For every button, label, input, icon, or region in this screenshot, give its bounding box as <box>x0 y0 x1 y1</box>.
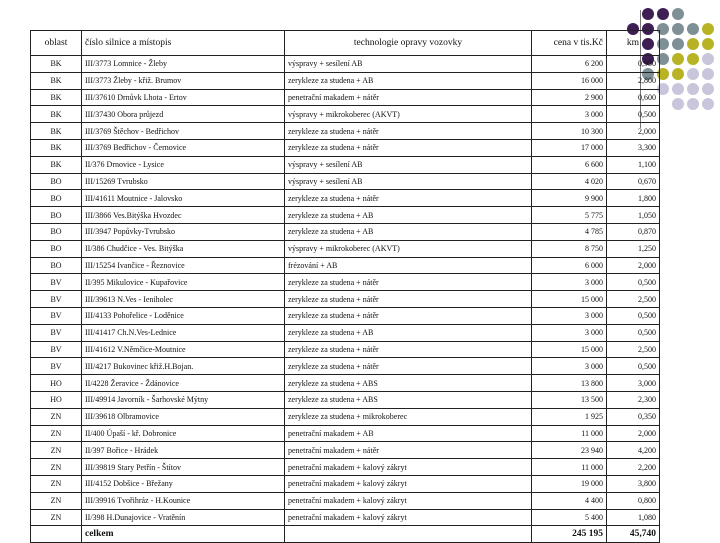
total-label: celkem <box>82 526 285 543</box>
cell-cena: 13 500 <box>532 391 607 408</box>
cell-km: 0,950 <box>607 56 660 73</box>
cell-silnice: III/3769 Štěchov - Bedřichov <box>82 123 285 140</box>
header-km: km <box>607 31 660 56</box>
cell-oblast: HO <box>31 391 82 408</box>
cell-km: 4,200 <box>607 442 660 459</box>
table-row <box>31 408 660 425</box>
cell-km: 3,000 <box>607 375 660 392</box>
cell-km: 0,670 <box>607 173 660 190</box>
cell-cena: 3 000 <box>532 274 607 291</box>
cell-km: 0,500 <box>607 358 660 375</box>
table-row <box>31 106 660 123</box>
table-row <box>31 89 660 106</box>
table-row <box>31 475 660 492</box>
cell-cena: 11 000 <box>532 459 607 476</box>
decor-dot <box>672 83 684 95</box>
cell-silnice: II/4228 Žeravice - Ždánovice <box>82 375 285 392</box>
cell-cena: 23 940 <box>532 442 607 459</box>
cell-oblast: BO <box>31 190 82 207</box>
decor-dot <box>672 68 684 80</box>
decor-dot <box>642 8 654 20</box>
cell-silnice: III/3947 Popůvky-Tvrubsko <box>82 223 285 240</box>
cell-technologie: zerykleze za studena + nátěr <box>285 291 532 308</box>
cell-oblast: BV <box>31 358 82 375</box>
cell-km: 1,250 <box>607 240 660 257</box>
cell-oblast: BK <box>31 89 82 106</box>
table-row <box>31 358 660 375</box>
cell-cena: 4 785 <box>532 223 607 240</box>
decor-dot <box>702 83 714 95</box>
cell-km: 3,800 <box>607 475 660 492</box>
cell-km: 3,300 <box>607 139 660 156</box>
table-row <box>31 123 660 140</box>
cell-km: 0,500 <box>607 307 660 324</box>
cell-technologie: zerykleze za studena + AB <box>285 207 532 224</box>
cell-technologie: zerykleze za studena + AB <box>285 72 532 89</box>
table-row <box>31 139 660 156</box>
cell-technologie: penetrační makadem + AB <box>285 425 532 442</box>
cell-technologie: penetrační makadem + kalový zákryt <box>285 492 532 509</box>
cell-silnice: III/3773 Lomnice - Žleby <box>82 56 285 73</box>
cell-km: 0,870 <box>607 223 660 240</box>
cell-oblast: BO <box>31 173 82 190</box>
cell-oblast: BO <box>31 223 82 240</box>
table-row <box>31 207 660 224</box>
decor-dot <box>672 23 684 35</box>
cell-cena: 10 300 <box>532 123 607 140</box>
table-row <box>31 156 660 173</box>
cell-silnice: III/3866 Ves.Bitýška Hvozdec <box>82 207 285 224</box>
cell-cena: 8 750 <box>532 240 607 257</box>
cell-oblast: ZN <box>31 492 82 509</box>
cell-silnice: III/41611 Moutnice - Jalovsko <box>82 190 285 207</box>
table-row <box>31 190 660 207</box>
table-row <box>31 56 660 73</box>
cell-km: 0,600 <box>607 89 660 106</box>
cell-oblast: BO <box>31 257 82 274</box>
decor-dot <box>702 53 714 65</box>
cell-technologie: zerykleze za studena + AB <box>285 324 532 341</box>
table-header-row <box>31 31 660 56</box>
cell-silnice: III/37610 Drnůvk Lhota - Ertov <box>82 89 285 106</box>
cell-technologie: výspravy + mikrokoberec (AKVT) <box>285 240 532 257</box>
decor-dot <box>687 68 699 80</box>
cell-cena: 3 000 <box>532 307 607 324</box>
decor-dot <box>702 38 714 50</box>
table-row <box>31 492 660 509</box>
cell-technologie: zerykleze za studena + nátěr <box>285 341 532 358</box>
cell-technologie: zerykleze za studena + nátěr <box>285 274 532 291</box>
table-body <box>31 56 660 526</box>
cell-technologie: penetrační makadem + kalový zákryt <box>285 509 532 526</box>
cell-km: 0,500 <box>607 324 660 341</box>
table-row <box>31 509 660 526</box>
cell-oblast: BV <box>31 274 82 291</box>
cell-km: 2,000 <box>607 257 660 274</box>
cell-technologie: zerykleze za studena + ABS <box>285 375 532 392</box>
cell-oblast: BV <box>31 341 82 358</box>
header-technologie: technologie opravy vozovky <box>285 31 532 56</box>
decor-dot <box>687 38 699 50</box>
cell-technologie: výspravy + sesílení AB <box>285 156 532 173</box>
cell-km: 2,800 <box>607 72 660 89</box>
cell-silnice: III/39819 Stary Petřín - Štítov <box>82 459 285 476</box>
cell-technologie: penetrační makadem + kalový zákryt <box>285 459 532 476</box>
cell-silnice: III/4152 Dobšice - Břežany <box>82 475 285 492</box>
cell-oblast: ZN <box>31 475 82 492</box>
decor-dot <box>702 68 714 80</box>
cell-km: 1,080 <box>607 509 660 526</box>
cell-cena: 9 900 <box>532 190 607 207</box>
cell-oblast: BO <box>31 207 82 224</box>
cell-silnice: III/3773 Žleby - křiž. Brumov <box>82 72 285 89</box>
table-row <box>31 442 660 459</box>
table-row <box>31 72 660 89</box>
table-row <box>31 240 660 257</box>
cell-km: 2,000 <box>607 123 660 140</box>
cell-oblast: BV <box>31 324 82 341</box>
cell-technologie: frézování + AB <box>285 257 532 274</box>
cell-silnice: III/39613 N.Ves - Ieniholec <box>82 291 285 308</box>
cell-cena: 15 000 <box>532 341 607 358</box>
cell-oblast: HO <box>31 375 82 392</box>
cell-silnice: III/41612 V.Němčice-Moutnice <box>82 341 285 358</box>
cell-technologie: výspravy + mikrokoberec (AKVT) <box>285 106 532 123</box>
cell-technologie: zerykleze za studena + AB <box>285 223 532 240</box>
cell-km: 2,200 <box>607 459 660 476</box>
decor-dot <box>657 8 669 20</box>
cell-cena: 2 900 <box>532 89 607 106</box>
cell-cena: 5 400 <box>532 509 607 526</box>
cell-cena: 5 775 <box>532 207 607 224</box>
decor-dot <box>687 98 699 110</box>
cell-technologie: zerykleze za studena + mikrokoberec <box>285 408 532 425</box>
cell-silnice: II/376 Drnovice - Lysice <box>82 156 285 173</box>
cell-cena: 6 200 <box>532 56 607 73</box>
header-silnice: číslo silnice a místopis <box>82 31 285 56</box>
cell-oblast: BK <box>31 123 82 140</box>
cell-cena: 17 000 <box>532 139 607 156</box>
table-row <box>31 274 660 291</box>
cell-silnice: III/4133 Pohořelice - Loděnice <box>82 307 285 324</box>
cell-silnice: III/3769 Bedřichov - Černovice <box>82 139 285 156</box>
cell-km: 2,000 <box>607 425 660 442</box>
decor-dot <box>672 98 684 110</box>
cell-technologie: penetrační makadem + nátěr <box>285 89 532 106</box>
table-row <box>31 223 660 240</box>
cell-cena: 3 000 <box>532 358 607 375</box>
cell-oblast: ZN <box>31 459 82 476</box>
cell-km: 2,500 <box>607 341 660 358</box>
total-row <box>31 526 660 543</box>
cell-silnice: III/39916 Tvořihráz - H.Kounice <box>82 492 285 509</box>
table-row <box>31 257 660 274</box>
decor-dot <box>672 38 684 50</box>
cell-technologie: zerykleze za studena + nátěr <box>285 123 532 140</box>
cell-oblast: ZN <box>31 442 82 459</box>
total-cena: 245 195 <box>532 526 607 543</box>
cell-silnice: II/400 Úpaší - kř. Dobronice <box>82 425 285 442</box>
decor-dot <box>702 23 714 35</box>
cell-cena: 4 400 <box>532 492 607 509</box>
cell-technologie: zerykleze za studena + nátěr <box>285 139 532 156</box>
cell-technologie: penetrační makadem + kalový zákryt <box>285 475 532 492</box>
cell-km: 1,100 <box>607 156 660 173</box>
cell-cena: 13 800 <box>532 375 607 392</box>
cell-silnice: II/386 Chudčice - Ves. Bitýška <box>82 240 285 257</box>
cell-km: 0,800 <box>607 492 660 509</box>
total-km: 45,740 <box>607 526 660 543</box>
cell-oblast: ZN <box>31 408 82 425</box>
cell-km: 2,500 <box>607 291 660 308</box>
table-row <box>31 173 660 190</box>
cell-silnice: III/37430 Obora průjezd <box>82 106 285 123</box>
cell-km: 0,500 <box>607 274 660 291</box>
cell-silnice: III/4217 Bukovinec křiž.H.Bojan. <box>82 358 285 375</box>
table-row <box>31 375 660 392</box>
cell-oblast: BK <box>31 56 82 73</box>
cell-cena: 3 000 <box>532 324 607 341</box>
cell-km: 1,050 <box>607 207 660 224</box>
cell-silnice: III/39618 Olbramovice <box>82 408 285 425</box>
cell-technologie: zerykleze za studena + nátěr <box>285 307 532 324</box>
decor-dot <box>687 23 699 35</box>
header-cena: cena v tis.Kč <box>532 31 607 56</box>
cell-cena: 16 000 <box>532 72 607 89</box>
header-oblast: oblast <box>31 31 82 56</box>
decor-dot <box>702 98 714 110</box>
cell-technologie: výspravy + sesílení AB <box>285 173 532 190</box>
cell-oblast: BK <box>31 139 82 156</box>
decor-dot <box>687 53 699 65</box>
cell-silnice: III/41417 Ch.N.Ves-Lednice <box>82 324 285 341</box>
cell-silnice: III/15254 Ivančice - Řeznovice <box>82 257 285 274</box>
total-empty-cell <box>31 526 82 543</box>
cell-cena: 11 000 <box>532 425 607 442</box>
cell-technologie: penetrační makadem + nátěr <box>285 442 532 459</box>
table-row <box>31 425 660 442</box>
cell-cena: 4 020 <box>532 173 607 190</box>
cell-oblast: BK <box>31 106 82 123</box>
decor-dot <box>672 8 684 20</box>
cell-oblast: BK <box>31 72 82 89</box>
cell-cena: 1 925 <box>532 408 607 425</box>
table-row <box>31 459 660 476</box>
cell-oblast: ZN <box>31 425 82 442</box>
decor-dot <box>687 83 699 95</box>
total-empty-cell <box>285 526 532 543</box>
table-row <box>31 341 660 358</box>
cell-technologie: zerykleze za studena + nátěr <box>285 358 532 375</box>
cell-km: 0,500 <box>607 106 660 123</box>
cell-km: 0,350 <box>607 408 660 425</box>
table-row <box>31 291 660 308</box>
cell-silnice: III/15269 Tvrubsko <box>82 173 285 190</box>
cell-technologie: zerykleze za studena + ABS <box>285 391 532 408</box>
cell-km: 1,800 <box>607 190 660 207</box>
cell-silnice: II/397 Bořice - Hrádek <box>82 442 285 459</box>
cell-silnice: II/398 H.Dunajovice - Vratěnín <box>82 509 285 526</box>
cell-cena: 15 000 <box>532 291 607 308</box>
cell-oblast: BV <box>31 307 82 324</box>
table-row <box>31 391 660 408</box>
cell-oblast: BK <box>31 156 82 173</box>
cell-cena: 6 600 <box>532 156 607 173</box>
decor-dot <box>672 53 684 65</box>
cell-oblast: BV <box>31 291 82 308</box>
table-row <box>31 307 660 324</box>
cell-silnice: III/49914 Javorník - Šarhovské Mýtny <box>82 391 285 408</box>
cell-silnice: II/395 Mikulovice - Kupařovice <box>82 274 285 291</box>
cell-km: 2,300 <box>607 391 660 408</box>
cell-oblast: BO <box>31 240 82 257</box>
table-row <box>31 324 660 341</box>
cell-technologie: výspravy + sesílení AB <box>285 56 532 73</box>
cell-cena: 6 000 <box>532 257 607 274</box>
cell-cena: 19 000 <box>532 475 607 492</box>
cell-cena: 3 000 <box>532 106 607 123</box>
road-repair-table <box>30 30 660 543</box>
cell-technologie: zerykleze za studena + nátěr <box>285 190 532 207</box>
cell-oblast: ZN <box>31 509 82 526</box>
